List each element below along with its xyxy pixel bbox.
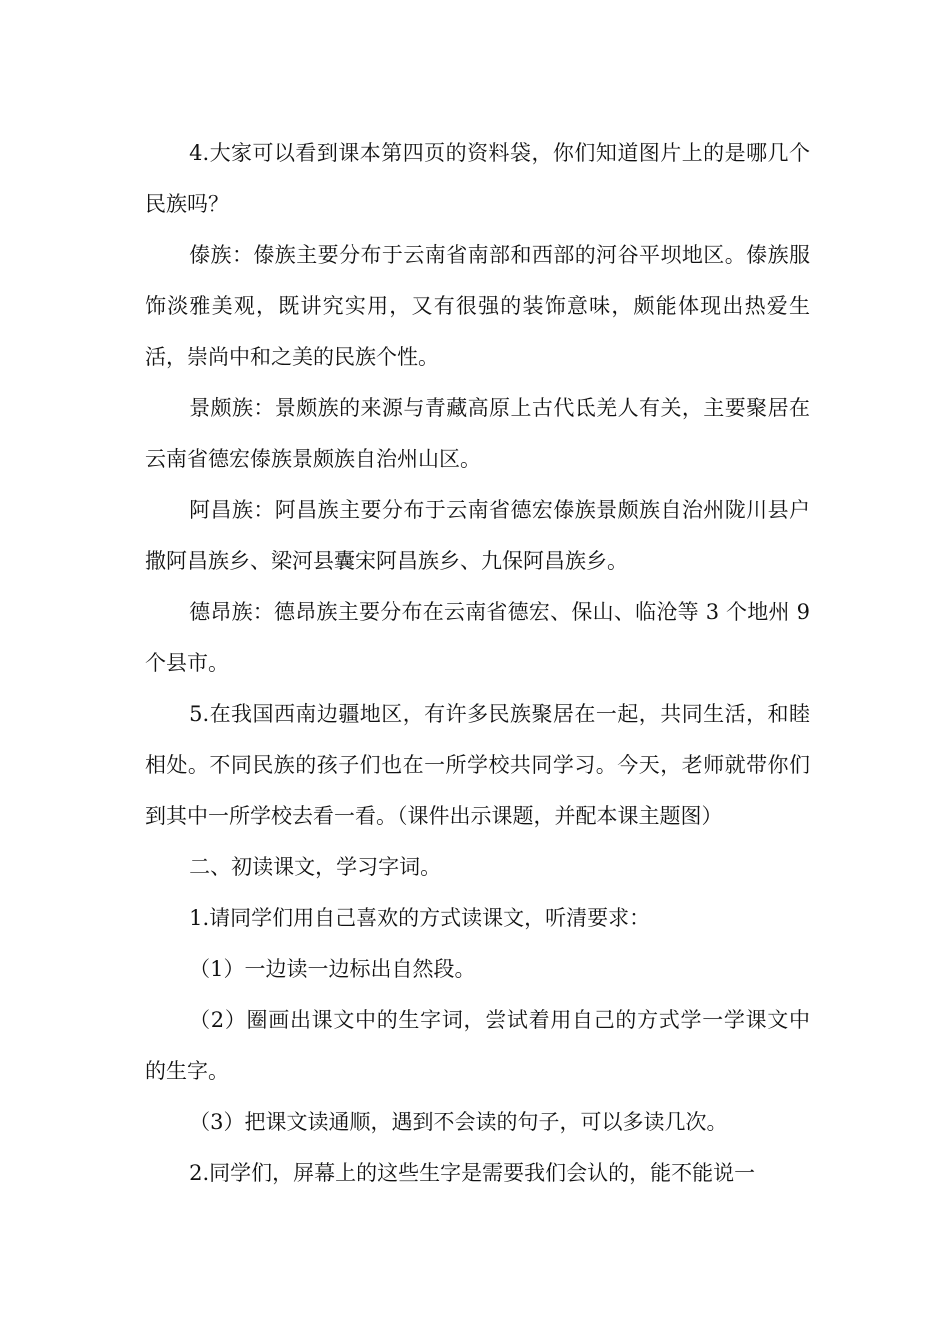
list-item-requirement-3: （3）把课文读通顺，遇到不会读的句子，可以多读几次。 [189,1110,728,1134]
paragraph-deang-people: 德昂族：德昂族主要分布在云南省德宏、保山、临沧等 3 个地州 9 个县市。 [145,600,810,675]
list-item-requirement-2: （2）圈画出课文中的生字词，尝试着用自己的方式学一学课文中的生字。 [145,1008,810,1083]
paragraph-reading-instructions: 1.请同学们用自己喜欢的方式读课文，听清要求： [189,906,651,930]
paragraph-resource-question: 4.大家可以看到课本第四页的资料袋，你们知道图片上的是哪几个民族吗？ [145,141,810,216]
paragraph-dai-people: 傣族：傣族主要分布于云南省南部和西部的河谷平坝地区。傣族服饰淡雅美观，既讲究实用，又有很强的装饰意味，颇能体现出热爱生活，崇尚中和之美的民族个性。 [145,243,810,369]
paragraph-jingpo-people: 景颇族：景颇族的来源与青藏高原上古代氐羌人有关，主要聚居在云南省德宏傣族景颇族自治州山区。 [145,396,810,471]
document-body [145,128,810,1199]
paragraph-new-characters: 2.同学们，屏幕上的这些生字是需要我们会认的，能不能说一 [189,1161,756,1185]
section-heading-first-reading: 二、初读课文，学习字词。 [189,855,442,879]
paragraph-achang-people: 阿昌族：阿昌族主要分布于云南省德宏傣族景颇族自治州陇川县户撒阿昌族乡、梁河县囊宋阿昌族乡、九保阿昌族乡。 [145,498,810,573]
list-item-requirement-1: （1）一边读一边标出自然段。 [189,957,476,981]
paragraph-introduction: 5.在我国西南边疆地区，有许多民族聚居在一起，共同生活，和睦相处。不同民族的孩子们也在一所学校共同学习。今天，老师就带你们到其中一所学校去看一看。（课件出示课题，并配本课主题图） [145,702,810,828]
